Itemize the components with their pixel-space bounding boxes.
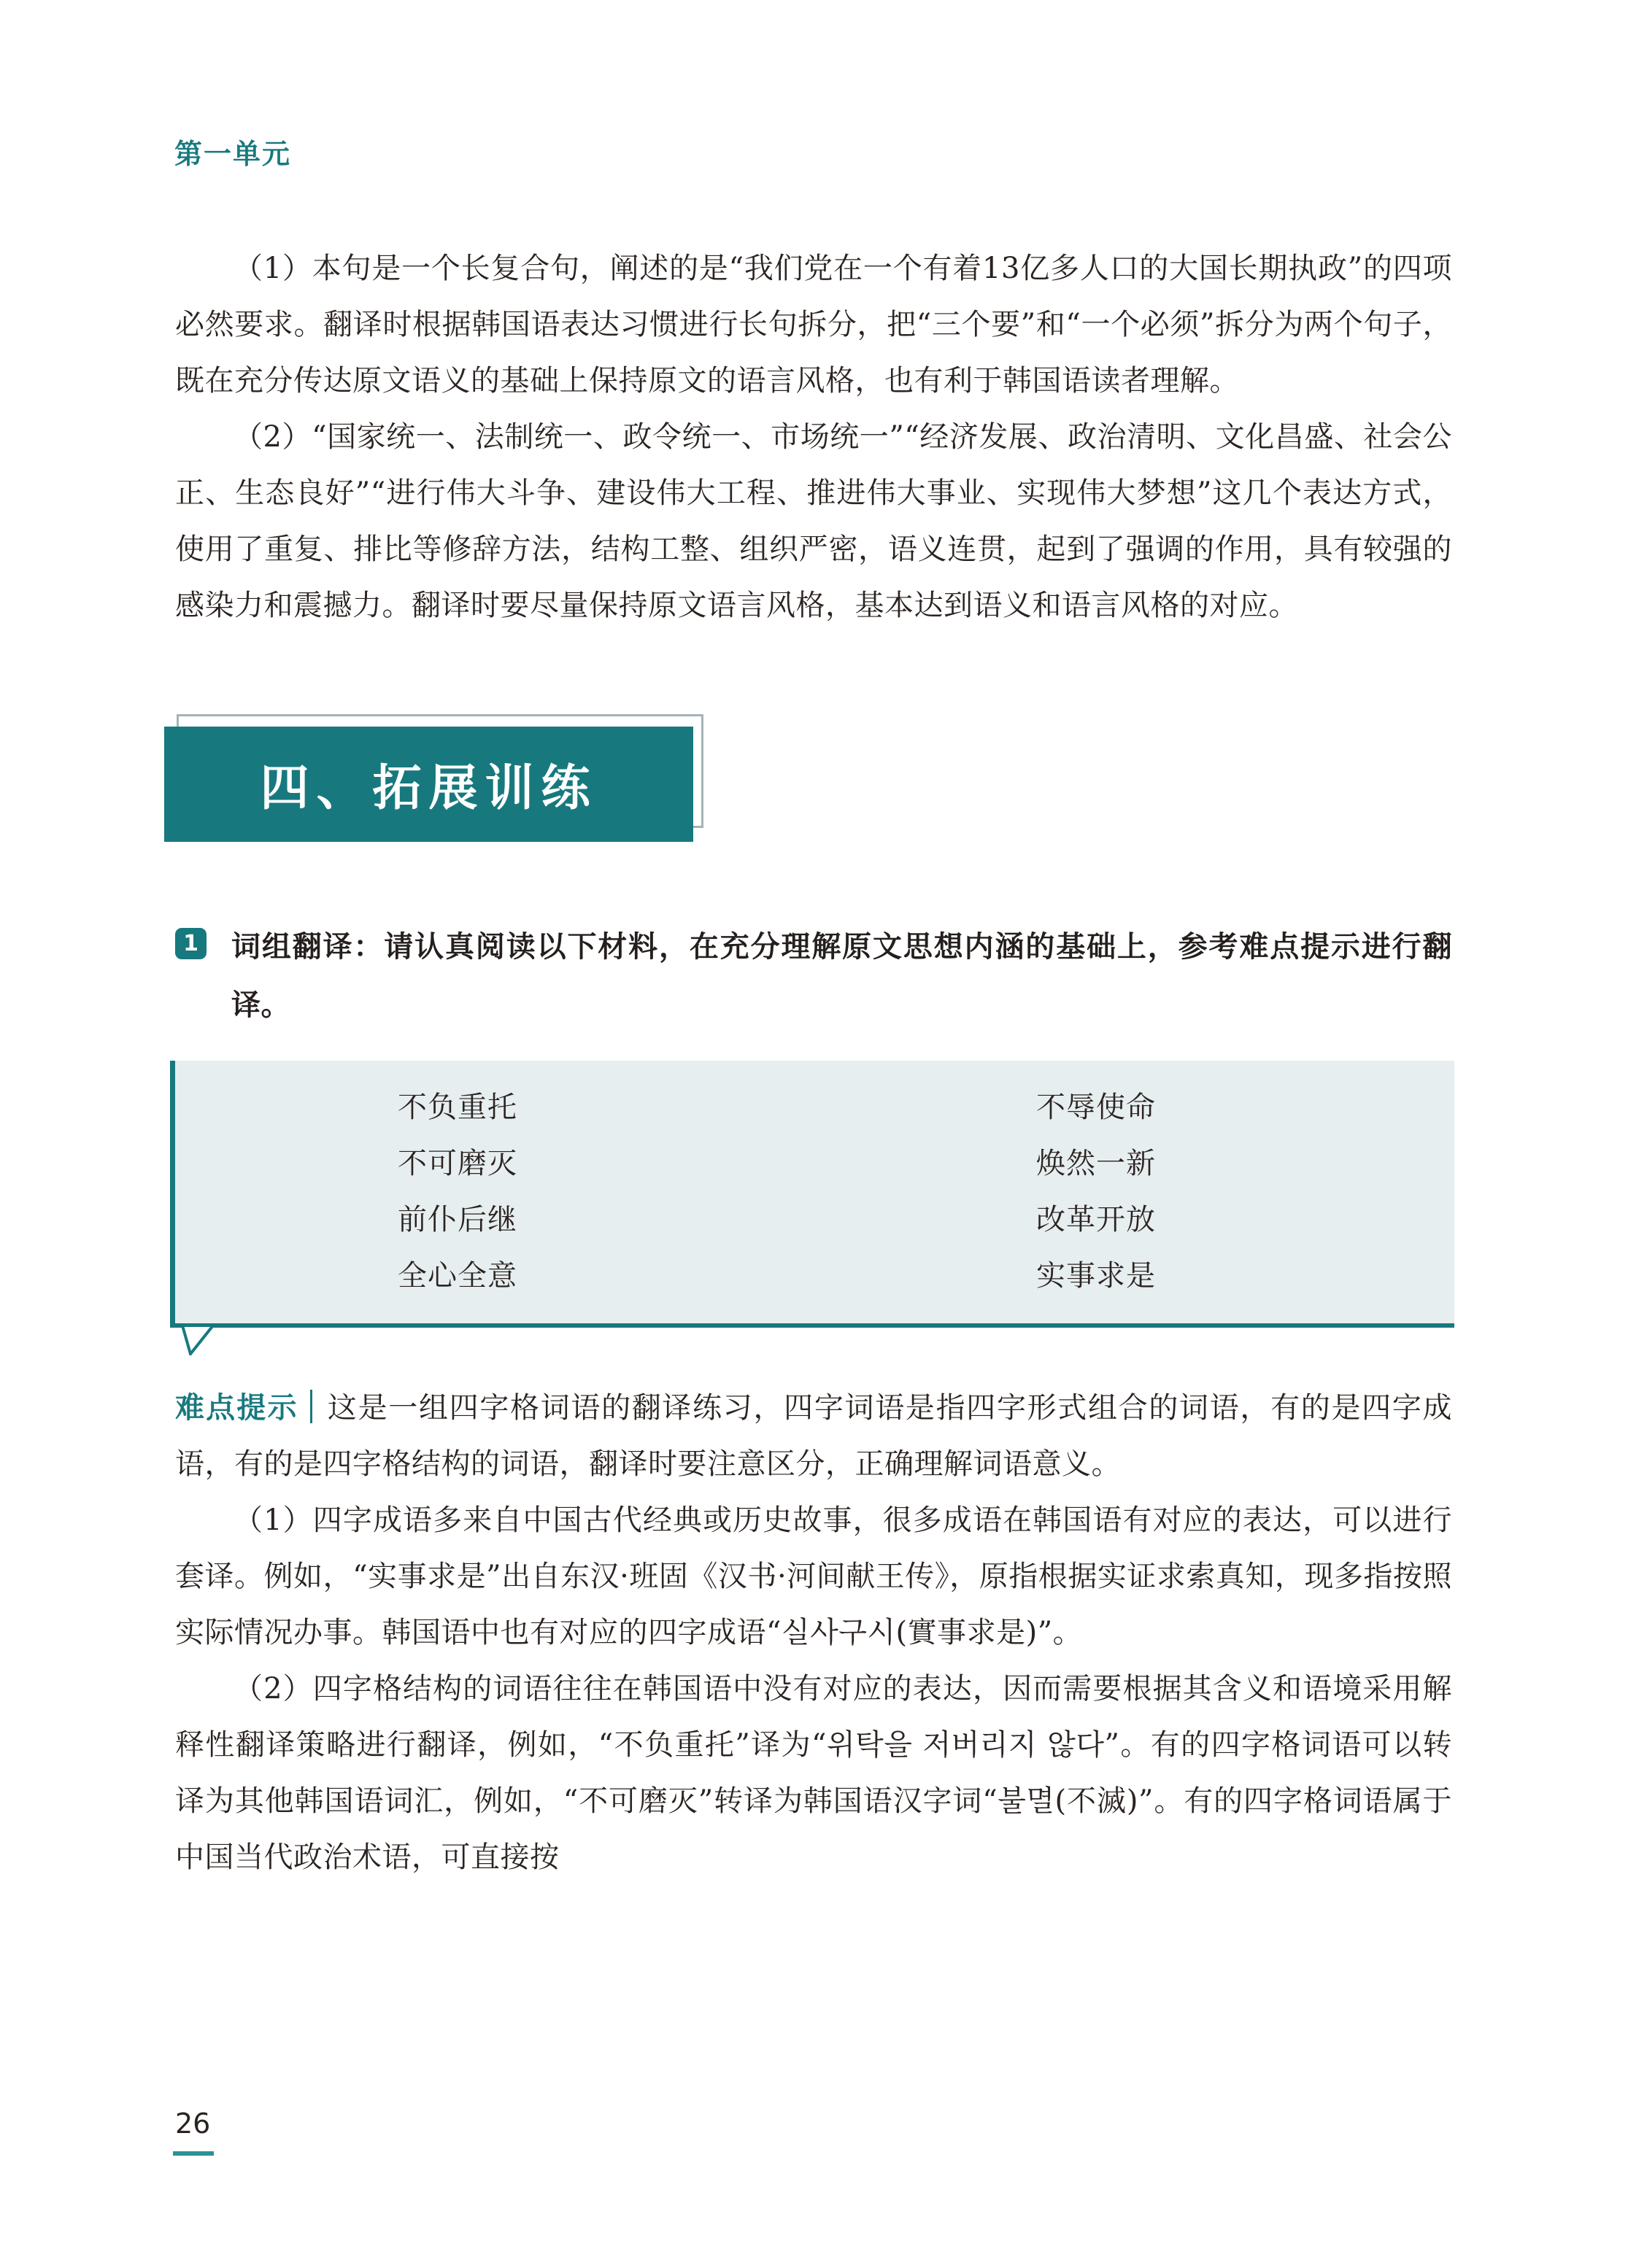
phrase-item: 不辱使命 bbox=[1036, 1091, 1156, 1124]
exercise-item bbox=[175, 918, 1452, 1034]
phrase-column-left bbox=[398, 1080, 1036, 1304]
phrase-item: 全心全意 bbox=[398, 1259, 517, 1293]
phrase-item: 不负重托 bbox=[398, 1091, 517, 1124]
exercise-prompt: 词组翻译：请认真阅读以下材料，在充分理解原文思想内涵的基础上，参考难点提示进行翻译。 bbox=[231, 930, 1452, 1022]
phrase-item: 不可磨灭 bbox=[398, 1147, 517, 1180]
speech-tail-icon bbox=[180, 1325, 215, 1355]
section-banner bbox=[164, 727, 693, 842]
hint-divider-bar bbox=[310, 1390, 312, 1423]
hint-intro-text: 这是一组四字格词语的翻译练习，四字词语是指四字形式组合的词语，有的是四字成语，有的是四字格结构的词语，翻译时要注意区分，正确理解词语意义。 bbox=[175, 1391, 1453, 1481]
hints-section bbox=[175, 1380, 1452, 1886]
phrase-box-wrap bbox=[170, 1061, 1452, 1328]
phrase-item: 实事求是 bbox=[1036, 1259, 1156, 1293]
hint-paragraph-2: （2）四字格结构的词语往往在韩国语中没有对应的表达，因而需要根据其含义和语境采用解释性翻译策略进行翻译，例如，“不负重托”译为“위탁을 저버리지 않다”。有的四字格词语可以转译为其他韩国语词汇，例如，“不可磨灭”转译为韩国语汉字词“불멸(不滅)”。有的四字格词语属于中国当代政治术语，可直接按 bbox=[175, 1672, 1452, 1874]
hint-label: 难点提示 bbox=[175, 1391, 298, 1425]
section-title: 四、拓展训练 bbox=[260, 759, 598, 816]
phrase-item: 改革开放 bbox=[1036, 1203, 1156, 1236]
banner-box bbox=[164, 727, 693, 842]
exercise-number-badge: 1 bbox=[175, 928, 207, 959]
page-number: 26 bbox=[175, 2108, 211, 2140]
phrase-item: 前仆后继 bbox=[398, 1203, 517, 1236]
analysis-paragraph-1: （1）本句是一个长复合句，阐述的是“我们党在一个有着13亿多人口的大国长期执政”的四项必然要求。翻译时根据韩国语表达习惯进行长句拆分，把“三个要”和“一个必须”拆分为两个句子，既在充分传达原文语义的基础上保持原文的语言风格，也有利于韩国语读者理解。 bbox=[175, 252, 1452, 398]
phrase-column-right bbox=[1036, 1080, 1156, 1304]
hint-paragraph-1: （1）四字成语多来自中国古代经典或历史故事，很多成语在韩国语有对应的表达，可以进行套译。例如，“实事求是”出自东汉·班固《汉书·河间献王传》，原指根据实证求索真知，现多指按照实际情况办事。韩国语中也有对应的四字成语“실사구시(實事求是)”。 bbox=[175, 1503, 1452, 1649]
analysis-paragraph-2: （2）“国家统一、法制统一、政令统一、市场统一”“经济发展、政治清明、文化昌盛、社会公正、生态良好”“进行伟大斗争、建设伟大工程、推进伟大事业、实现伟大梦想”这几个表达方式，使用了重复、排比等修辞方法，结构工整、组织严密，语义连贯，起到了强调的作用，具有较强的感染力和震撼力。翻译时要尽量保持原文语言风格，基本达到语义和语言风格的对应。 bbox=[175, 420, 1452, 622]
phrase-box bbox=[170, 1061, 1454, 1328]
phrase-item: 焕然一新 bbox=[1036, 1147, 1156, 1180]
unit-header: 第一单元 bbox=[174, 138, 292, 170]
hint-intro-paragraph bbox=[175, 1380, 1452, 1493]
page-number-underline bbox=[173, 2151, 214, 2156]
